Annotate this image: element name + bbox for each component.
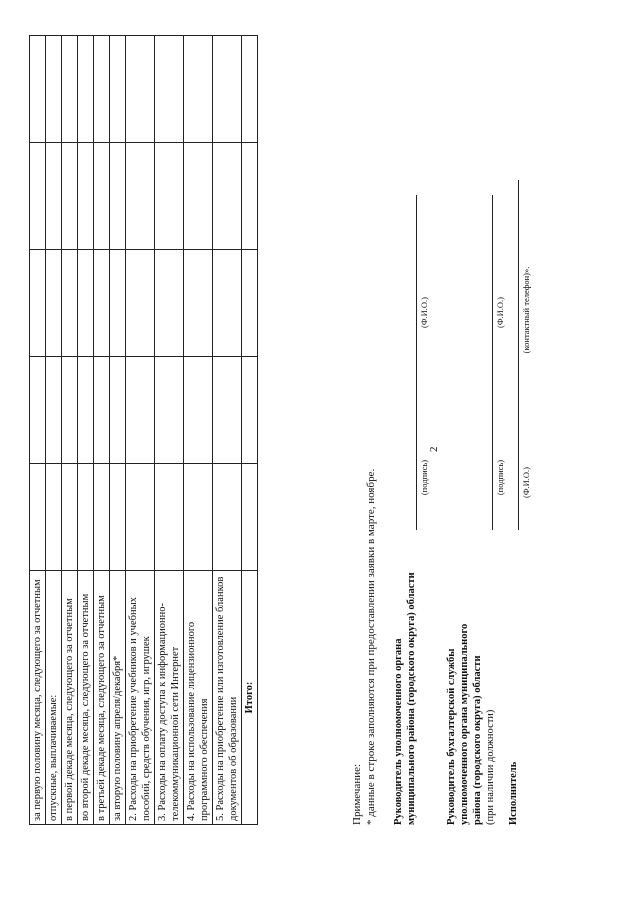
table-row [126, 36, 155, 825]
table-cell [78, 250, 94, 357]
table-cell [46, 36, 62, 143]
head-name-line [416, 195, 417, 430]
table-cell [242, 464, 258, 571]
accounting-name-hint: (Ф.И.О.) [495, 296, 505, 329]
table-cell [242, 250, 258, 357]
table-cell [62, 36, 78, 143]
table-cell [46, 250, 62, 357]
executor-phone-hint: (контактный телефон)». [521, 266, 531, 354]
table-cell [110, 464, 126, 571]
table-cell [94, 36, 110, 143]
table-cell [78, 36, 94, 143]
table-cell [213, 357, 242, 464]
table-cell [126, 464, 155, 571]
table-cell [46, 143, 62, 250]
row-label: в первой декаде месяца, следующего за отчетным [62, 571, 78, 825]
table-cell [110, 36, 126, 143]
table-cell [126, 143, 155, 250]
table-cell [62, 143, 78, 250]
head-title-line1: Руководитель уполномоченного органа [393, 638, 404, 825]
table-row [155, 36, 184, 825]
table-row [62, 36, 78, 825]
table-row [30, 36, 46, 825]
table-cell [78, 143, 94, 250]
row-label: отпускные, выплачиваемые: [46, 571, 62, 825]
note-text: * данные в строке заполняются при предоставлении заявки в марте, ноябре. [365, 468, 377, 825]
head-signature-block [392, 572, 418, 825]
table-cell [155, 36, 184, 143]
table-cell [184, 250, 213, 357]
table-row [184, 36, 213, 825]
table-row [110, 36, 126, 825]
table-cell [126, 36, 155, 143]
row-label: 3. Расходы на оплату доступа к информационно-телекоммуникационной сети Интернет [155, 571, 184, 825]
row-label: 5. Расходы на приобретение или изготовление бланков документов об образовании [213, 571, 242, 825]
table-row [213, 36, 242, 825]
accounting-signature-block [445, 624, 497, 825]
table-row [78, 36, 94, 825]
table-cell [213, 143, 242, 250]
table-cell [30, 250, 46, 357]
table-cell [155, 464, 184, 571]
table-cell [184, 143, 213, 250]
table-cell [62, 464, 78, 571]
executor-name-line [518, 435, 519, 530]
row-label: в третьей декаде месяца, следующего за отчетным [94, 571, 110, 825]
table-cell [78, 464, 94, 571]
table-cell [94, 464, 110, 571]
table-cell [184, 36, 213, 143]
expenses-table [29, 35, 258, 825]
table-cell [62, 357, 78, 464]
table-cell [46, 464, 62, 571]
row-label: 4. Расходы на использование лицензионного программного обеспечения [184, 571, 213, 825]
row-label: за первую половину месяца, следующего за отчетным [30, 571, 46, 825]
table-cell [184, 357, 213, 464]
table-cell [30, 464, 46, 571]
accounting-name-line [492, 195, 493, 430]
executor-name-hint: (Ф.И.О.) [521, 466, 531, 499]
table-cell [213, 36, 242, 143]
accounting-signature-line [492, 425, 493, 530]
table-cell [94, 357, 110, 464]
row-label: за вторую половину апреля/декабря* [110, 571, 126, 825]
accounting-title-line2: уполномоченного органа муниципального [459, 623, 470, 825]
total-label: Итого: [242, 571, 258, 825]
executor-label: Исполнитель [508, 761, 519, 825]
table-cell [110, 357, 126, 464]
note [350, 469, 378, 825]
head-title-line2: муниципального района (городского округа) области [406, 572, 417, 825]
table-cell [110, 143, 126, 250]
table-cell [242, 357, 258, 464]
accounting-title-line3: района (городского округа) области [472, 655, 483, 825]
table-cell [94, 143, 110, 250]
executor-block [507, 762, 520, 825]
table-row [94, 36, 110, 825]
table-cell [126, 357, 155, 464]
table-cell [155, 143, 184, 250]
table-cell [46, 357, 62, 464]
table-cell [213, 250, 242, 357]
table-cell [62, 250, 78, 357]
head-sign-hint: (подпись) [419, 459, 429, 496]
note-title: Примечание: [351, 763, 363, 825]
accounting-sign-hint: (подпись) [495, 459, 505, 496]
table-cell [184, 464, 213, 571]
table-cell [30, 36, 46, 143]
table-cell [126, 250, 155, 357]
accounting-title-line4: (при наличии должности) [485, 709, 496, 825]
table-cell [110, 250, 126, 357]
table-cell [242, 143, 258, 250]
table-row [46, 36, 62, 825]
table-cell [213, 464, 242, 571]
executor-phone-line [518, 180, 519, 440]
table-cell [155, 250, 184, 357]
total-row [242, 36, 258, 825]
table-cell [30, 357, 46, 464]
row-label: 2. Расходы на приобретение учебников и учебных пособий, средств обучения, игр, игрушек [126, 571, 155, 825]
table-cell [242, 36, 258, 143]
page-number: 2 [428, 446, 440, 452]
table-cell [155, 357, 184, 464]
accounting-title-line1: Руководитель бухгалтерской службы [446, 648, 457, 825]
table-cell [94, 250, 110, 357]
table-cell [30, 143, 46, 250]
head-name-hint: (Ф.И.О.) [419, 296, 429, 329]
table-cell [78, 357, 94, 464]
row-label: во второй декаде месяца, следующего за отчетным [78, 571, 94, 825]
head-signature-line [416, 425, 417, 530]
